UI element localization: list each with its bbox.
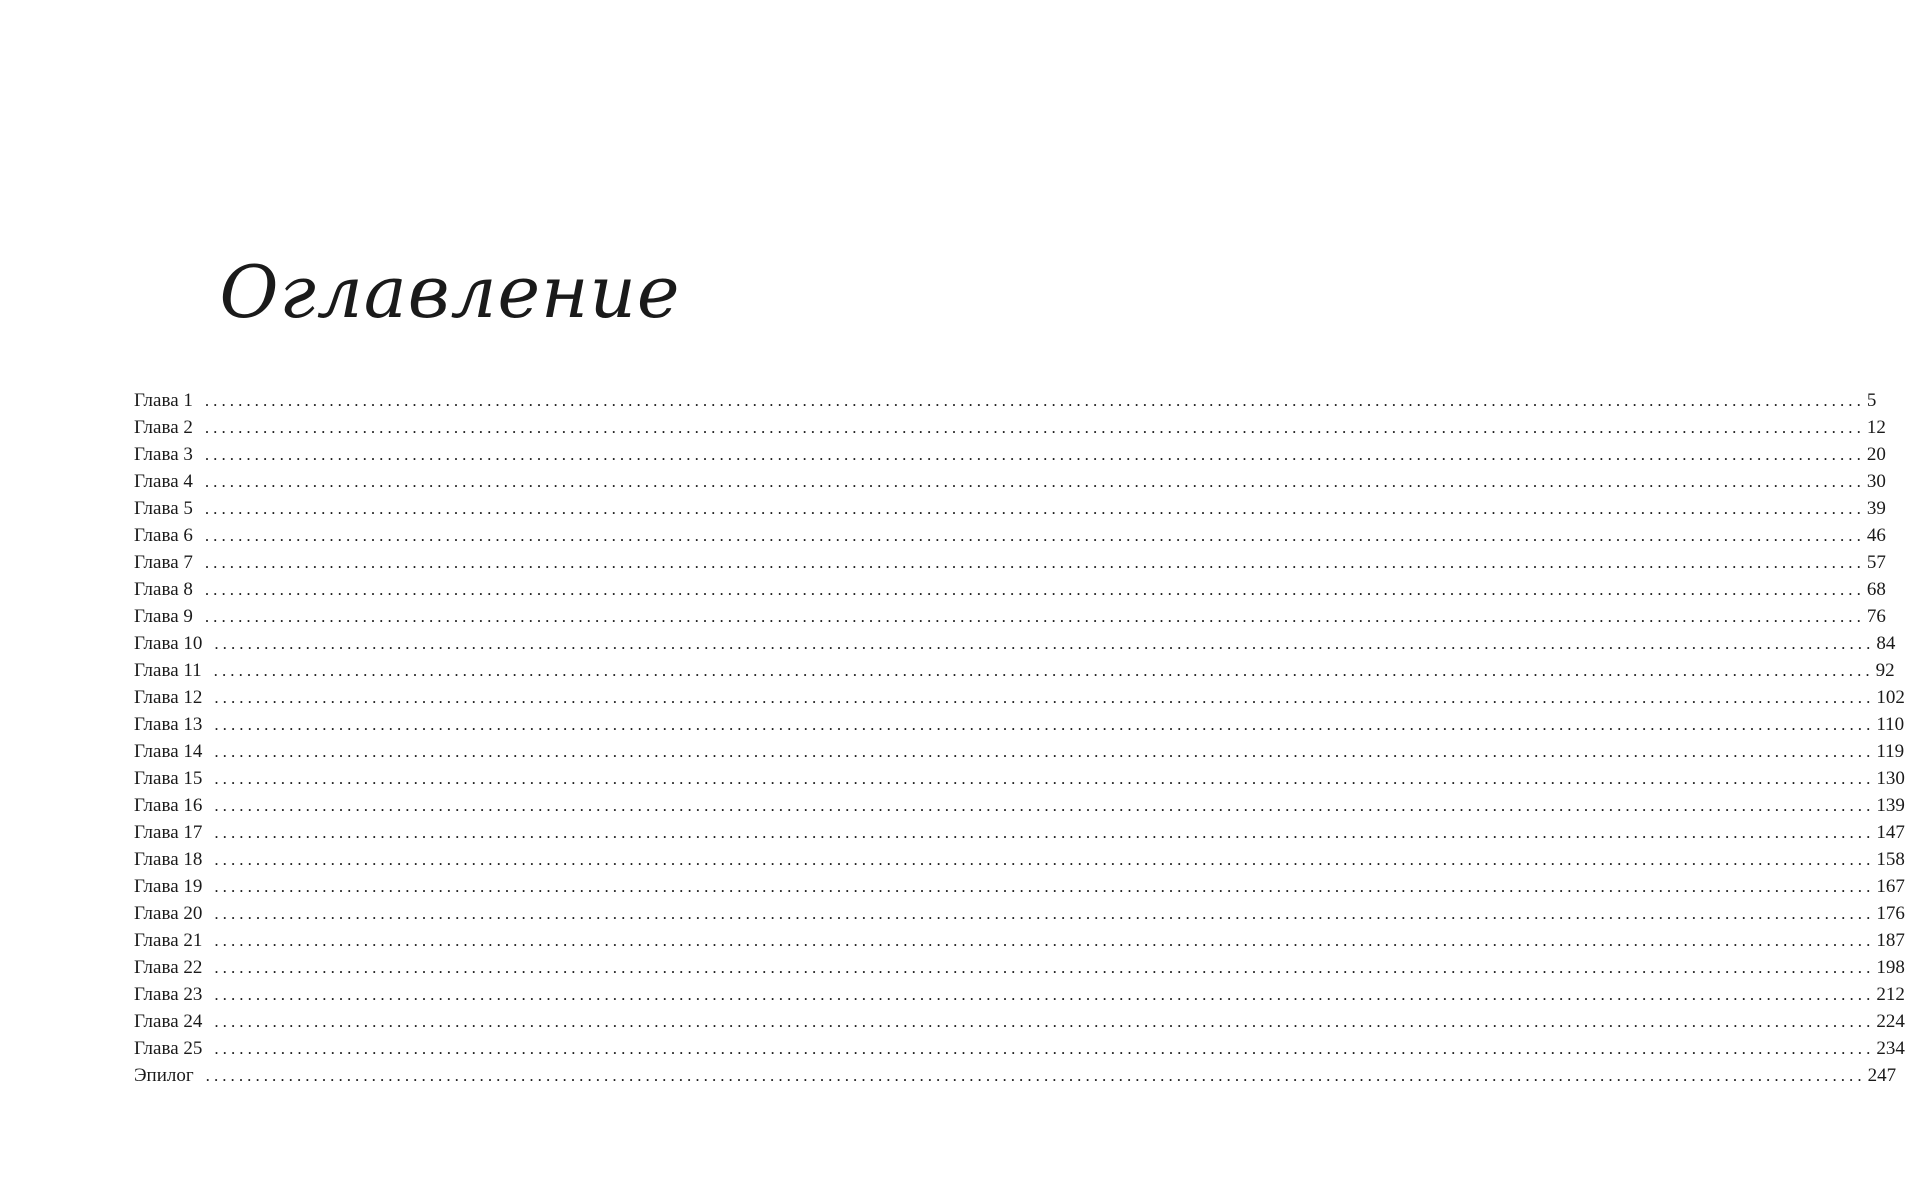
toc-entry[interactable] — [134, 549, 1886, 576]
toc-entry[interactable] — [134, 684, 1905, 711]
toc-entry-label: Глава 22 — [134, 957, 203, 978]
dot-leader: ........................................................................................................................................................................................................ — [214, 634, 1875, 653]
dot-leader: ........................................................................................................................................................................................................ — [214, 877, 1875, 896]
dot-leader: ........................................................................................................................................................................................................ — [214, 688, 1875, 707]
toc-entry-page-number: 130 — [1876, 768, 1905, 789]
toc-entry[interactable] — [134, 927, 1905, 954]
toc-entry-page-number: 212 — [1876, 984, 1905, 1005]
toc-entry-page-number: 224 — [1876, 1011, 1905, 1032]
toc-entry[interactable] — [134, 657, 1895, 684]
toc-entry-page-number: 84 — [1876, 633, 1896, 654]
toc-entry-label: Глава 21 — [134, 930, 203, 951]
toc-entry-label: Глава 19 — [134, 876, 203, 897]
dot-leader: ........................................................................................................................................................................................................ — [204, 499, 1865, 518]
dot-leader: ........................................................................................................................................................................................................ — [214, 904, 1875, 923]
toc-entry-label: Глава 9 — [134, 606, 193, 627]
toc-entry[interactable] — [134, 765, 1905, 792]
toc-entry[interactable] — [134, 522, 1886, 549]
toc-entry-page-number: 68 — [1866, 579, 1886, 600]
dot-leader: ........................................................................................................................................................................................................ — [204, 607, 1865, 626]
dot-leader: ........................................................................................................................................................................................................ — [214, 850, 1875, 869]
toc-entry[interactable] — [134, 441, 1886, 468]
toc-entry[interactable] — [134, 1062, 1897, 1089]
toc-entry-page-number: 176 — [1876, 903, 1905, 924]
toc-entry[interactable] — [134, 1008, 1905, 1035]
toc-entry[interactable] — [134, 414, 1886, 441]
toc-entry-page-number: 167 — [1876, 876, 1905, 897]
dot-leader: ........................................................................................................................................................................................................ — [214, 769, 1875, 788]
toc-entry-page-number: 76 — [1866, 606, 1886, 627]
toc-entry-page-number: 198 — [1876, 957, 1905, 978]
toc-entry-label: Глава 6 — [134, 525, 193, 546]
dot-leader: ........................................................................................................................................................................................................ — [214, 985, 1875, 1004]
toc-entry[interactable] — [134, 981, 1905, 1008]
toc-entry[interactable] — [134, 711, 1905, 738]
toc-entry-label: Глава 11 — [134, 660, 202, 681]
toc-entry-label: Эпилог — [134, 1065, 194, 1086]
dot-leader: ........................................................................................................................................................................................................ — [204, 580, 1865, 599]
table-of-contents — [134, 387, 1905, 1089]
dot-leader: ........................................................................................................................................................................................................ — [204, 472, 1865, 491]
toc-entry-label: Глава 5 — [134, 498, 193, 519]
toc-entry[interactable] — [134, 495, 1886, 522]
toc-entry-page-number: 5 — [1866, 390, 1877, 411]
dot-leader: ........................................................................................................................................................................................................ — [204, 418, 1865, 437]
toc-entry-label: Глава 3 — [134, 444, 193, 465]
toc-entry-label: Глава 15 — [134, 768, 203, 789]
toc-entry[interactable] — [134, 576, 1886, 603]
toc-entry-label: Глава 1 — [134, 390, 193, 411]
toc-entry-label: Глава 7 — [134, 552, 193, 573]
toc-entry-page-number: 46 — [1866, 525, 1886, 546]
page-title: Оглавление — [219, 250, 681, 334]
toc-entry-label: Глава 14 — [134, 741, 203, 762]
toc-entry-label: Глава 8 — [134, 579, 193, 600]
toc-entry-page-number: 39 — [1866, 498, 1886, 519]
toc-entry[interactable] — [134, 873, 1905, 900]
dot-leader: ........................................................................................................................................................................................................ — [214, 715, 1875, 734]
dot-leader: ........................................................................................................................................................................................................ — [204, 526, 1865, 545]
toc-entry-label: Глава 18 — [134, 849, 203, 870]
toc-entry[interactable] — [134, 1035, 1905, 1062]
toc-entry-label: Глава 12 — [134, 687, 203, 708]
dot-leader: ........................................................................................................................................................................................................ — [205, 1066, 1866, 1085]
dot-leader: ........................................................................................................................................................................................................ — [213, 661, 1874, 680]
toc-entry-page-number: 30 — [1866, 471, 1886, 492]
toc-entry-page-number: 187 — [1876, 930, 1905, 951]
toc-entry[interactable] — [134, 792, 1905, 819]
toc-entry[interactable] — [134, 846, 1905, 873]
toc-entry-label: Глава 10 — [134, 633, 203, 654]
toc-entry-label: Глава 23 — [134, 984, 203, 1005]
dot-leader: ........................................................................................................................................................................................................ — [204, 553, 1865, 572]
toc-entry[interactable] — [134, 819, 1905, 846]
toc-entry-page-number: 147 — [1876, 822, 1905, 843]
dot-leader: ........................................................................................................................................................................................................ — [214, 1039, 1875, 1058]
toc-entry[interactable] — [134, 630, 1896, 657]
dot-leader: ........................................................................................................................................................................................................ — [214, 742, 1875, 761]
toc-entry[interactable] — [134, 954, 1905, 981]
toc-entry[interactable] — [134, 900, 1905, 927]
toc-entry[interactable] — [134, 387, 1877, 414]
toc-entry-label: Глава 16 — [134, 795, 203, 816]
toc-entry-label: Глава 13 — [134, 714, 203, 735]
toc-entry-page-number: 139 — [1876, 795, 1905, 816]
toc-entry-page-number: 158 — [1876, 849, 1905, 870]
toc-entry-page-number: 92 — [1875, 660, 1895, 681]
toc-entry-page-number: 20 — [1866, 444, 1886, 465]
dot-leader: ........................................................................................................................................................................................................ — [204, 391, 1865, 410]
toc-entry[interactable] — [134, 468, 1886, 495]
toc-entry-page-number: 110 — [1876, 714, 1905, 735]
toc-entry-page-number: 57 — [1866, 552, 1886, 573]
toc-entry-page-number: 102 — [1876, 687, 1905, 708]
toc-entry-page-number: 234 — [1876, 1038, 1905, 1059]
toc-entry-label: Глава 17 — [134, 822, 203, 843]
dot-leader: ........................................................................................................................................................................................................ — [214, 823, 1875, 842]
toc-entry-label: Глава 20 — [134, 903, 203, 924]
toc-entry-label: Глава 24 — [134, 1011, 203, 1032]
toc-entry-page-number: 247 — [1867, 1065, 1897, 1086]
dot-leader: ........................................................................................................................................................................................................ — [214, 1012, 1875, 1031]
toc-entry-page-number: 12 — [1866, 417, 1886, 438]
toc-entry-label: Глава 25 — [134, 1038, 203, 1059]
dot-leader: ........................................................................................................................................................................................................ — [204, 445, 1865, 464]
toc-entry-label: Глава 2 — [134, 417, 193, 438]
toc-entry[interactable] — [134, 603, 1886, 630]
dot-leader: ........................................................................................................................................................................................................ — [214, 958, 1875, 977]
dot-leader: ........................................................................................................................................................................................................ — [214, 931, 1875, 950]
dot-leader: ........................................................................................................................................................................................................ — [214, 796, 1875, 815]
toc-entry[interactable] — [134, 738, 1905, 765]
toc-entry-page-number: 119 — [1876, 741, 1905, 762]
toc-entry-label: Глава 4 — [134, 471, 193, 492]
